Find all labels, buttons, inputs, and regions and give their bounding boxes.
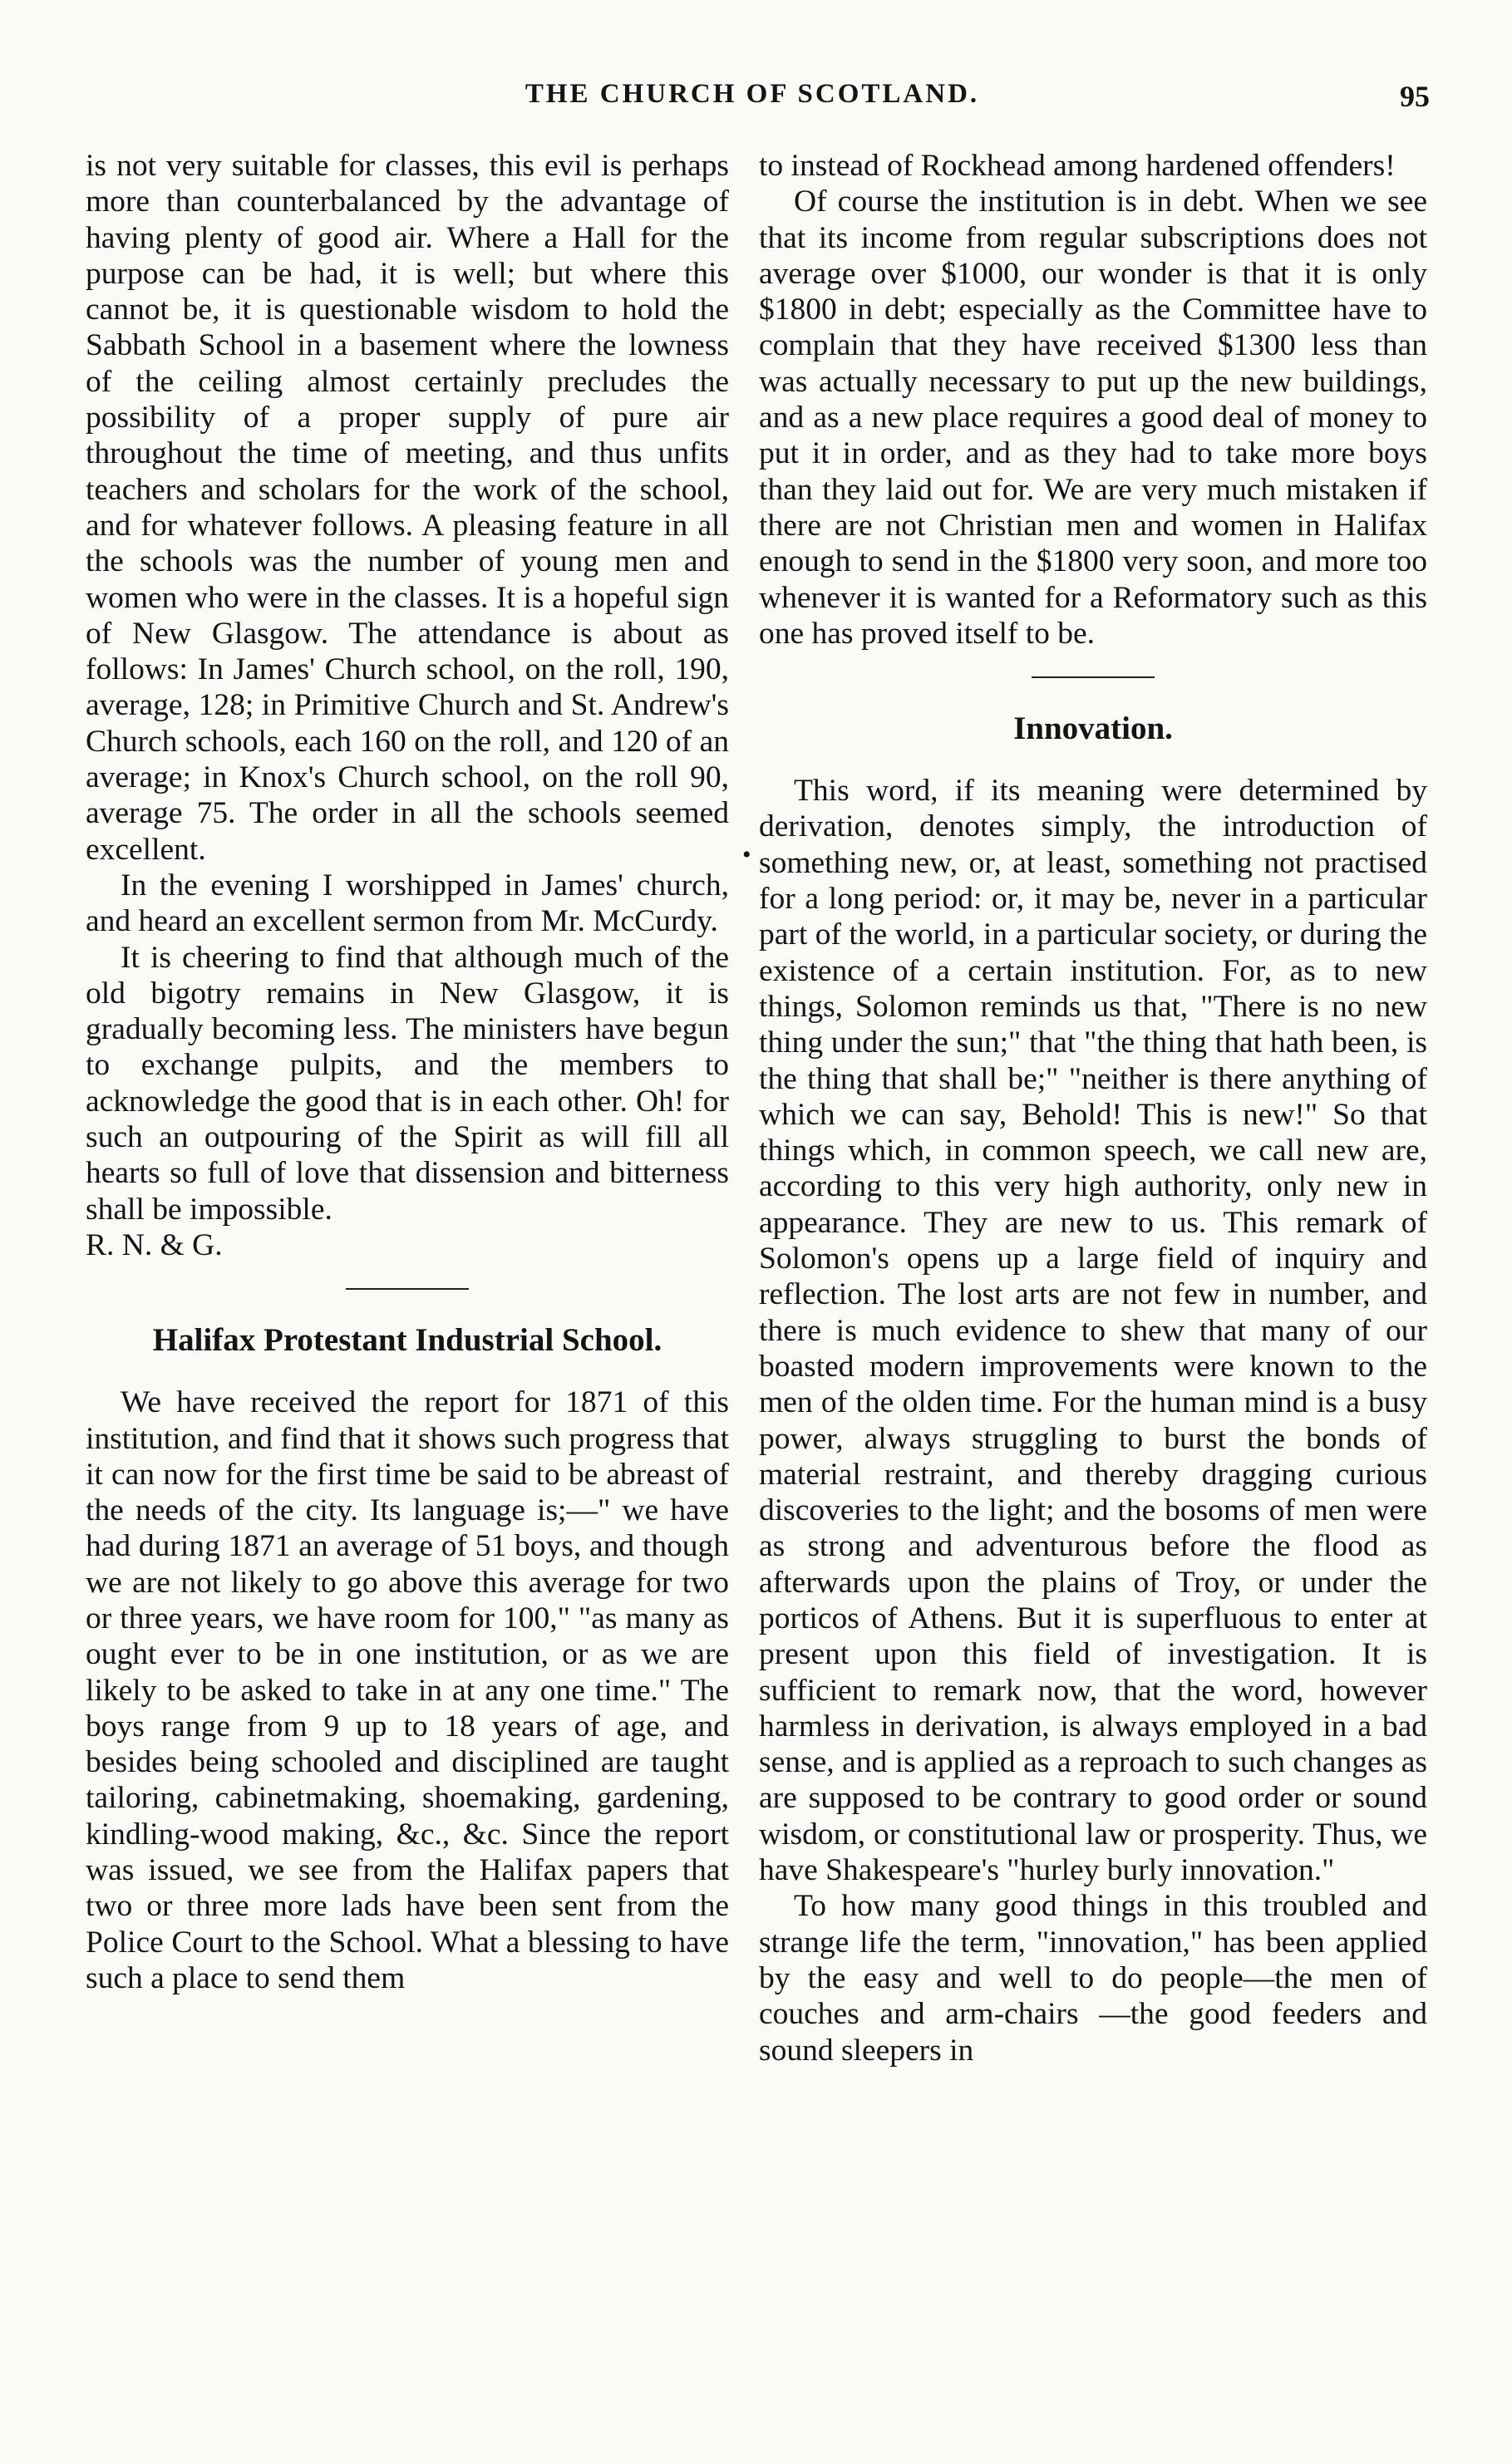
paragraph: In the evening I worshipped in James' church, and heard an excellent sermon from Mr. McCurdy. (86, 868, 729, 939)
section-heading: Halifax Protestant Industrial School. (152, 1322, 662, 1359)
paragraph: We have received the report for 1871 of this institution, and find that it shows such progress that it can now for the first time be said to be abreast of the needs of the city. Its language is;—" we have had during 1871 an average of 51 boys, and though we are not likely to go above this average for two or three years, we have room for 100," "as many as ought ever to be in one institution, or as we are likely to be asked to take in at any one time." The boys range from 9 up to 18 years of age, and besides being schooled and disciplined are taught tailoring, cabinetmaking, shoemaking, gardening, kindling-wood making, &c., &c. Since the report was issued, we see from the Halifax papers that two or three more lads have been sent from the Police Court to the School. What a blessing to have such a place to send them (86, 1385, 729, 1995)
left-column (86, 148, 729, 1996)
paragraph: To how many good things in this troubled and strange life the term, "innovation," has been applied by the easy and well to do people—the men of couches and arm-chairs —the good feeders and sound sleepers in (759, 1889, 1427, 2068)
paragraph: This word, if its meaning were determined by derivation, denotes simply, the introduction of something new, or, at least, something not practised for a long period: or, it may be, never in a particular part of the world, in a particular society, or during the existence of a certain institution. For, as to new things, Solomon reminds us that, "There is no new thing under the sun;" that "the thing that hath been, is the thing that shall be;" "neither is there anything of which we can say, Behold! This is new!" So that things which, in common speech, we call new are, according to this very high authority, only new in appearance. They are new to us. This remark of Solomon's opens up a large field of inquiry and reflection. The lost arts are not few in number, and there is much evidence to shew that many of our boasted modern improvements were known to the men of the olden time. For the human mind is a busy power, always struggling to burst the bonds of material restraint, and thereby dragging curious discoveries to the light; and the bosoms of men were as strong and adventurous before the flood as afterwards upon the plains of Troy, or under the porticos of Athens. But it is superfluous to enter at present upon this field of investigation. It is sufficient to remark now, that the word, however harmless in derivation, is always employed in a bad sense, and is applied as a reproach to such changes as are supposed to be contrary to good order or sound wisdom, or constitutional law or prosperity. Thus, we have Shakespeare's "hurley burly innovation." (759, 774, 1427, 1888)
signature: R. N. & G. (86, 1227, 223, 1262)
section-divider (346, 1288, 469, 1290)
section-divider (1032, 676, 1155, 678)
section-heading: Innovation. (1013, 711, 1173, 747)
paragraph: It is cheering to find that although much of the old bigotry remains in New Glasgow, it is gradually becoming less. The ministers have begun to exchange pulpits, and the members to acknowledge the good that is in each other. Oh! for such an outpouring of the Spirit as will fill all hearts so full of love that dissension and bitterness shall be impossible. (86, 940, 729, 1227)
page-number: 95 (1400, 80, 1430, 113)
page-header (75, 79, 1430, 120)
running-title: THE CHURCH OF SCOTLAND. (525, 79, 980, 109)
paragraph: is not very suitable for classes, this evil is perhaps more than counterbalanced by the advantage of having plenty of good air. Where a Hall for the purpose can be had, it is well; but where this cannot be, it is questionable wisdom to hold the Sabbath School in a basement where the lowness of the ceiling almost certainly precludes the possibility of a proper supply of pure air throughout the time of meeting, and thus unfits teachers and scholars for the work of the school, and for whatever follows. A pleasing feature in all the schools was the number of young men and women who were in the classes. It is a hopeful sign of New Glasgow. The attendance is about as follows: In James' Church school, on the roll, 190, average, 128; in Primitive Church and St. Andrew's Church schools, each 160 on the roll, and 120 of an average; in Knox's Church school, on the roll 90, average 75. The order in all the schools seemed excellent. (86, 149, 729, 867)
right-column (759, 148, 1427, 2068)
bullet-mark: • (742, 841, 751, 868)
paragraph: Of course the institution is in debt. When we see that its income from regular subscriptions does not average over $1000, our wonder is that it is only $1800 in debt; especially as the Committee have to complain that they have received $1300 less than was actually necessary to put up the new buildings, and as a new place requires a good deal of money to put it in order, and as they had to take more boys than they laid out for. We are very much mistaken if there are not Christian men and women in Halifax enough to send in the $1800 very soon, and more too whenever it is wanted for a Reformatory such as this one has proved itself to be. (759, 184, 1427, 651)
paragraph: to instead of Rockhead among hardened offenders! (759, 149, 1396, 183)
